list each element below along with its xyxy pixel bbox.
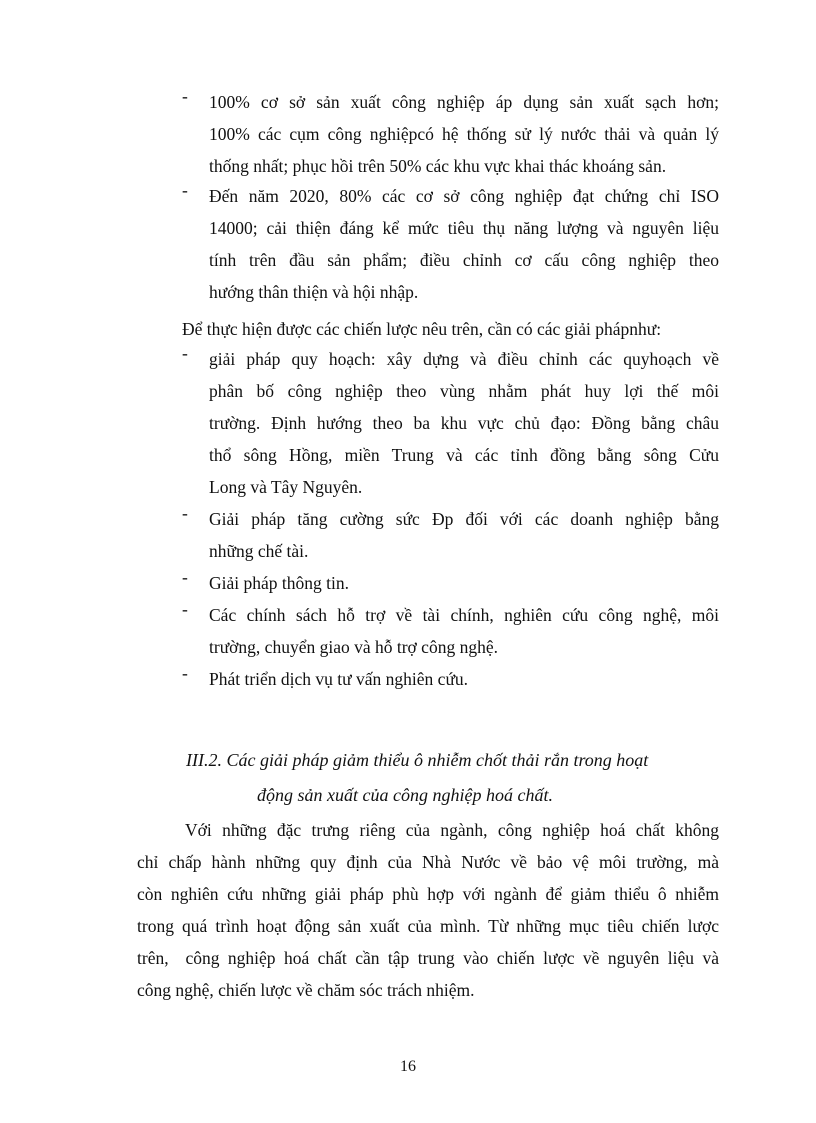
text-line: trên, công nghiệp hoá chất cần tập trung vào chiến lược về nguyên liệu và — [137, 948, 719, 968]
bullet-dash: - — [182, 503, 188, 523]
bullet-text — [209, 663, 719, 695]
text-line: trường. Định hướng theo ba khu vực chủ đạo: Đồng bằng châu — [209, 413, 719, 433]
bullet-item — [182, 503, 719, 567]
text-line: còn nghiên cứu những giải pháp phù hợp với ngành để giảm thiểu ô nhiễm — [137, 884, 719, 904]
text-line: hướng thân thiện và hội nhập. — [209, 282, 419, 302]
text-line: trong quá trình hoạt động sản xuất của mình. Từ những mục tiêu chiến lược — [137, 916, 719, 936]
bullet-text — [209, 343, 719, 503]
bullet-dash: - — [182, 86, 188, 106]
text-line: Phát triển dịch vụ tư vấn nghiên cứu. — [209, 669, 469, 689]
bullet-dash: - — [182, 180, 188, 200]
text-line: giải pháp quy hoạch: xây dựng và điều chỉnh các quyhoạch về — [209, 349, 719, 369]
bullet-dash: - — [182, 343, 188, 363]
section-heading-line: III.2. Các giải pháp giảm thiểu ô nhiễm chốt thải rắn trong hoạt — [186, 750, 649, 770]
text-line: thổ sông Hồng, miền Trung và các tỉnh đồng bằng sông Cửu — [209, 445, 719, 465]
bullet-text — [209, 503, 719, 567]
bullet-item — [182, 86, 719, 182]
bullet-dash: - — [182, 663, 188, 683]
text-line: 100% các cụm công nghiệpcó hệ thống sử lý nước thải và quản lý — [209, 124, 719, 144]
text-line: công nghệ, chiến lược về chăm sóc trách nhiệm. — [137, 980, 475, 1000]
bullet-dash: - — [182, 567, 188, 587]
intro-line: Để thực hiện được các chiến lược nêu trên, cần có các giải phápnhư: — [182, 319, 662, 339]
bullet-item — [182, 599, 719, 663]
text-line: Giải pháp tăng cường sức Đp đối với các doanh nghiệp bằng — [209, 509, 719, 529]
text-line: tính trên đầu sản phẩm; điều chỉnh cơ cấu công nghiệp theo — [209, 250, 719, 270]
bullet-item — [182, 180, 719, 308]
bullet-item — [182, 663, 719, 695]
bullet-text — [209, 86, 719, 182]
text-line: 14000; cải thiện đáng kể mức tiêu thụ năng lượng và nguyên liệu — [209, 218, 719, 238]
bullet-dash: - — [182, 599, 188, 619]
text-line: Với những đặc trưng riêng của ngành, công nghiệp hoá chất không — [185, 820, 719, 840]
text-line: thống nhất; phục hồi trên 50% các khu vực khai thác khoáng sản. — [209, 156, 667, 176]
text-line: trường, chuyển giao và hỗ trợ công nghệ. — [209, 637, 498, 657]
text-line: Đến năm 2020, 80% các cơ sở công nghiệp đạt chứng chỉ ISO — [209, 186, 719, 206]
bullet-text — [209, 599, 719, 663]
text-line: những chế tài. — [209, 541, 309, 561]
bullet-item — [182, 567, 719, 599]
text-line: 100% cơ sở sản xuất công nghiệp áp dụng sản xuất sạch hơn; — [209, 92, 719, 112]
bullet-text — [209, 180, 719, 308]
bullet-text — [209, 567, 719, 599]
text-line: Các chính sách hỗ trợ về tài chính, nghiên cứu công nghệ, môi — [209, 605, 719, 625]
text-line: Giải pháp thông tin. — [209, 573, 349, 593]
text-line: phân bố công nghiệp theo vùng nhằm phát huy lợi thế môi — [209, 381, 719, 401]
page-number: 16 — [400, 1058, 416, 1075]
body-paragraph — [137, 814, 719, 1006]
section-heading-line: động sản xuất của công nghiệp hoá chất. — [257, 785, 553, 805]
bullet-item — [182, 343, 719, 503]
text-line: chỉ chấp hành những quy định của Nhà Nước về bảo vệ môi trường, mà — [137, 852, 719, 872]
text-line: Long và Tây Nguyên. — [209, 477, 363, 497]
